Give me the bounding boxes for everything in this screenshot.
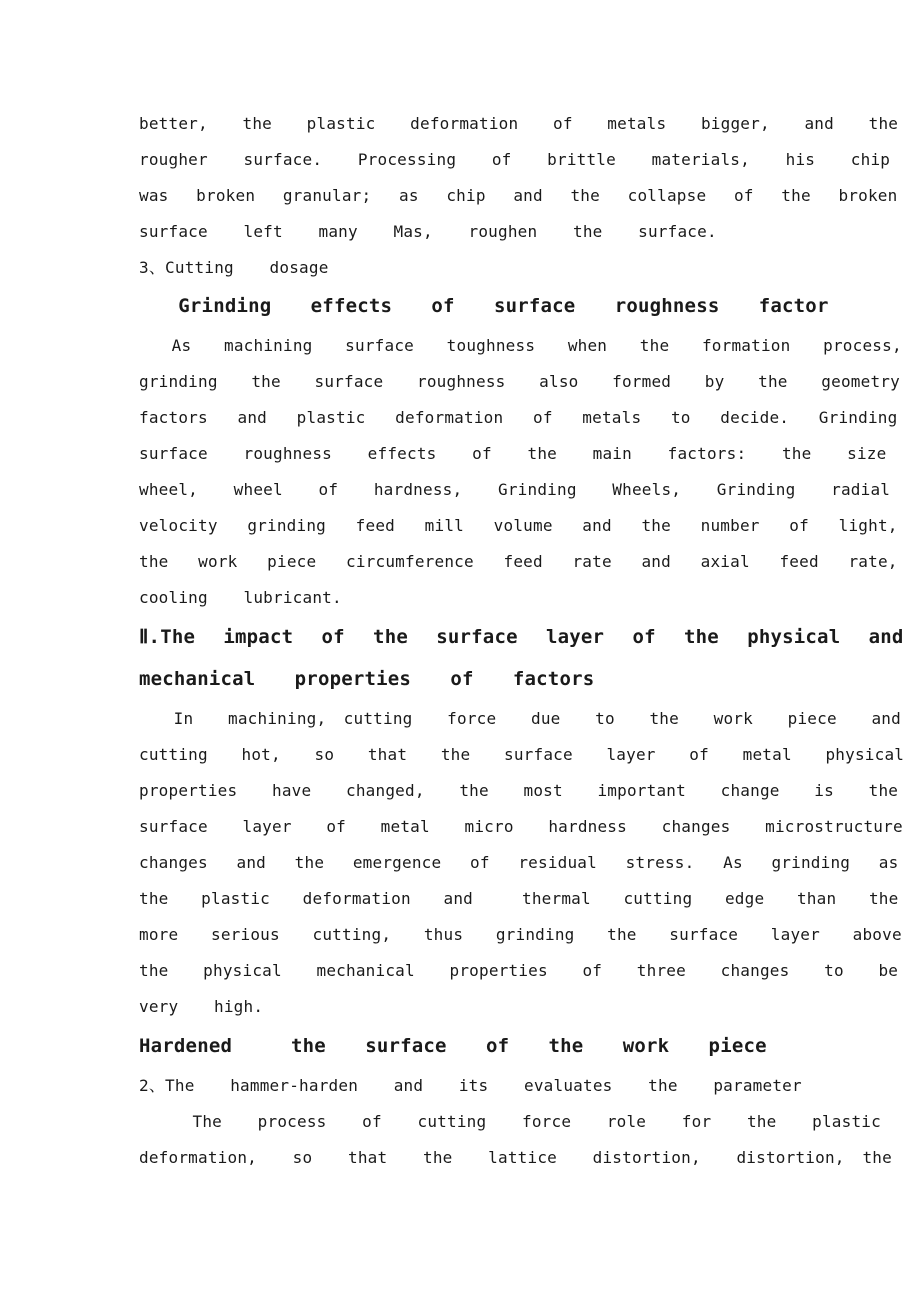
paragraph-line: more serious cutting, thus grinding the surface layer above [139, 925, 902, 944]
section-heading-grinding-effects: Grinding effects of surface roughness factor [139, 295, 829, 317]
section-heading-surface-layer: Ⅱ.The impact of the surface layer of the physical and [139, 626, 904, 648]
paragraph-line: factors and plastic deformation of metals to decide. Grinding [139, 408, 898, 427]
paragraph-line: changes and the emergence of residual stress. As grinding as [139, 853, 899, 872]
paragraph-line: grinding the surface roughness also formed by the geometry [139, 372, 900, 391]
paragraph-line: very high. [139, 997, 264, 1016]
paragraph-line: surface roughness effects of the main factors: the size [139, 444, 887, 463]
paragraph-line: velocity grinding feed mill volume and the number of light, [139, 516, 898, 535]
paragraph-line: cooling lubricant. [139, 588, 342, 607]
paragraph-line: In machining, cutting force due to the work piece and [139, 709, 901, 728]
paragraph-line: the plastic deformation and thermal cutting edge than the [139, 889, 899, 908]
paragraph-line: surface layer of metal micro hardness changes microstructure [139, 817, 903, 836]
paragraph-line: surface left many Mas, roughen the surface. [139, 222, 717, 241]
paragraph-line: better, the plastic deformation of metals bigger, and the [139, 114, 899, 133]
paragraph-line: the physical mechanical properties of three changes to be [139, 961, 899, 980]
paragraph-line: was broken granular; as chip and the collapse of the broken [139, 186, 898, 205]
paragraph-line: rougher surface. Processing of brittle materials, his chip [139, 150, 891, 169]
paragraph-line: The process of cutting force role for the plastic [139, 1112, 881, 1131]
section-heading-hardened: Hardened the surface of the work piece [139, 1035, 767, 1057]
paragraph-line: deformation, so that the lattice distortion, distortion, the [139, 1148, 892, 1167]
section-heading-surface-layer-cont: mechanical properties of factors [139, 668, 595, 690]
paragraph-line: As machining surface toughness when the formation process, [139, 336, 902, 355]
list-item-hammer-harden: 2、The hammer-harden and its evaluates the parameter [139, 1076, 802, 1095]
paragraph-line: properties have changed, the most important change is the [139, 781, 899, 800]
paragraph-line: wheel, wheel of hardness, Grinding Wheels, Grinding radial [139, 480, 891, 499]
paragraph-line: the work piece circumference feed rate and axial feed rate, [139, 552, 898, 571]
paragraph-line: cutting hot, so that the surface layer of metal physical [139, 745, 905, 764]
list-item-cutting-dosage: 3、Cutting dosage [139, 258, 329, 277]
